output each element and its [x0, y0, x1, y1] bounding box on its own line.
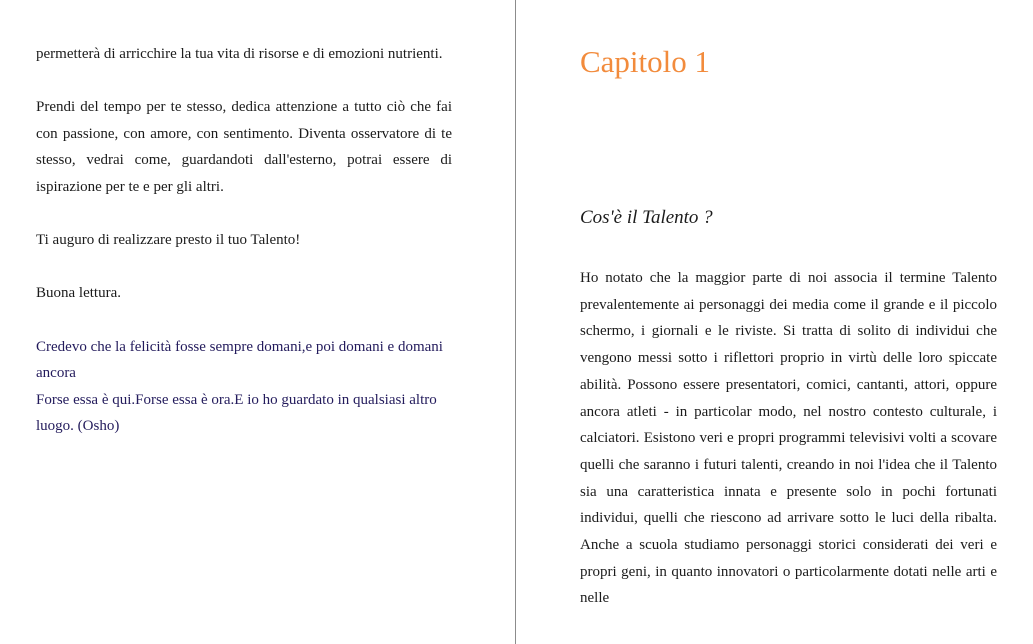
- paragraph-wish: Ti auguro di realizzare presto il tuo Talento!: [36, 232, 301, 249]
- left-page-text-column: [36, 41, 452, 440]
- chapter-title: Capitolo 1: [580, 44, 711, 79]
- left-page[interactable]: [0, 0, 515, 644]
- chapter-body-text: Ho notato che la maggior parte di noi associa il termine Talento prevalentemente ai personaggi dei media come il grande e il piccolo schermo, i giornali e le riviste. Si tratta di solito di individui che vengono messi sotto i riflettori proprio in virtù delle loro spiccate abilità. Possono essere presentatori, comici, cantanti, attori, oppure ancora atleti - in particolar modo, nel nostro contesto culturale, i calciatori. Esistono veri e propri programmi televisivi volti a scovare quelli che saranno i futuri talenti, creando in noi l'idea che il Talento sia una caratteristica innata e presente solo in pochi fortunati individui, quelli che riescono ad arrivare sotto le luci della ribalta. Anche a scuola studiamo personaggi storici considerati dei veri e propri geni, in quanto innovatori o particolarmente dotati nelle arti e nelle: [580, 270, 997, 607]
- quote-line-2: Forse essa è qui.Forse essa è ora.E io ho guardato in qualsiasi altro luogo. (Osho): [36, 391, 437, 435]
- quote-line-1: Credevo che la felicità fosse sempre domani,e poi domani e domani ancora: [36, 338, 443, 382]
- osho-quote: [36, 334, 452, 440]
- paragraph-take-time: Prendi del tempo per te stesso, dedica attenzione a tutto ciò che fai con passione, con amore, con sentimento. Diventa osservatore di te stesso, vedrai come, guardandoti dall'esterno, potrai essere di ispirazione per te e per gli altri.: [36, 99, 452, 195]
- paragraph-good-reading: Buona lettura.: [36, 285, 121, 302]
- paragraph-continuation: permetterà di arricchire la tua vita di risorse e di emozioni nutrienti.: [36, 46, 443, 62]
- section-heading: Cos'è il Talento ?: [580, 207, 713, 228]
- right-page[interactable]: [516, 0, 1033, 644]
